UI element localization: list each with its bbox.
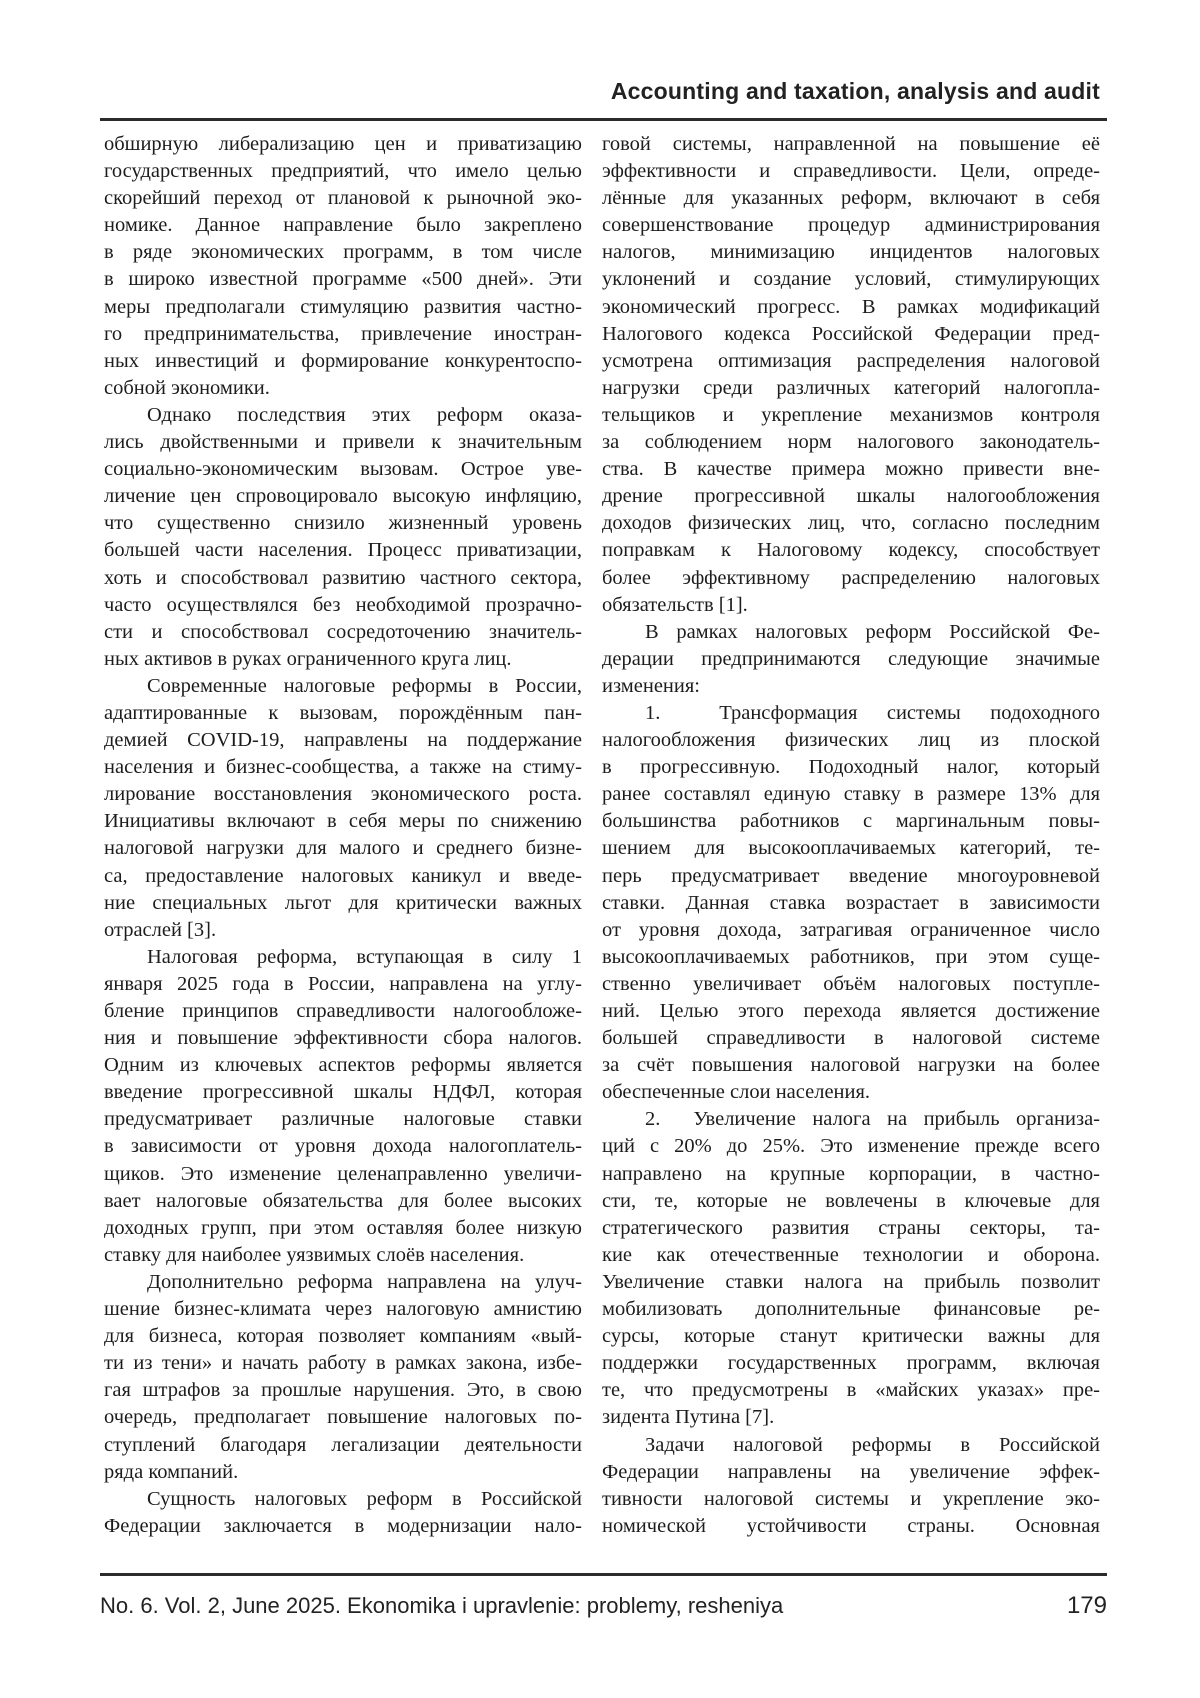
text-line: ранее составлял единую ставку в размере 13% для [602, 783, 1100, 806]
text-line: большей части населения. Процесс приватизации, [104, 539, 582, 562]
running-head-title: Accounting and taxation, analysis and audit [610, 78, 1100, 104]
text-line: зидента Путина [7]. [602, 1406, 775, 1429]
paragraph [602, 131, 1100, 619]
text-line: налогообложения физических лиц из плоской [602, 729, 1100, 752]
journal-citation: No. 6. Vol. 2, June 2025. Ekonomika i upravlenie: problemy, resheniya [100, 1593, 784, 1618]
text-line: ставку для наиболее уязвимых слоёв населения. [104, 1243, 525, 1266]
text-line: часто осуществлялся без необходимой прозрачно- [104, 593, 582, 616]
text-line: в прогрессивную. Подоходный налог, который [602, 756, 1100, 779]
text-line: ний. Целью этого перехода является достижение [602, 1000, 1100, 1022]
text-line: социально-экономическим вызовам. Острое уве- [104, 458, 582, 481]
text-line: поправкам к Налоговому кодексу, способствует [602, 539, 1100, 562]
text-line: Федерации направлены на увеличение эффек- [602, 1460, 1100, 1483]
text-line: ступлений благодаря легализации деятельности [104, 1433, 582, 1456]
text-line: большинства работников с маргинальным повы- [602, 810, 1100, 833]
text-line: дрение прогрессивной шкалы налогообложения [602, 485, 1100, 508]
text-line: государственных предприятий, что имело целью [104, 160, 582, 183]
text-line: бление принципов справедливости налогообложе- [104, 1000, 582, 1022]
text-line: Увеличение ставки налога на прибыль позволит [602, 1270, 1100, 1293]
text-line: шением для высокооплачиваемых категорий, те- [602, 837, 1100, 860]
text-line: что существенно снизило жизненный уровень [104, 512, 582, 535]
text-line: налогов, минимизацию инцидентов налоговых [602, 241, 1100, 264]
text-line: от уровня дохода, затрагивая ограниченное число [602, 918, 1100, 941]
text-line: в широко известной программе «500 дней». Эти [104, 268, 582, 291]
text-line: номической устойчивости страны. Основная [602, 1514, 1100, 1537]
text-line: в ряде экономических программ, в том числе [104, 241, 582, 264]
text-line: скорейший переход от плановой к рыночной эко- [104, 187, 582, 210]
paragraph [602, 1432, 1100, 1540]
text-line: изменения: [602, 674, 700, 697]
text-line: сурсы, которые станут критически важны для [602, 1325, 1100, 1348]
text-line: обеспеченные слои населения. [602, 1081, 871, 1104]
article-body [104, 131, 1100, 1540]
text-line: эффективности и справедливости. Цели, опреде- [602, 160, 1100, 183]
text-line: адаптированные к вызовам, порождённым пан- [104, 701, 582, 724]
text-line: введение прогрессивной шкалы НДФЛ, которая [104, 1081, 582, 1104]
paragraph [104, 673, 582, 944]
text-line: лённые для указанных реформ, включают в себя [602, 187, 1100, 210]
text-line: за соблюдением норм налогового законодатель- [602, 431, 1100, 454]
paragraph [104, 1486, 582, 1540]
text-line: экономический прогресс. В рамках модификаций [602, 295, 1100, 318]
text-line: меры предполагали стимуляцию развития частно- [104, 295, 582, 318]
text-line: Задачи налоговой реформы в Российской [645, 1433, 1100, 1456]
text-line: Налоговая реформа, вступающая в силу 1 [147, 945, 582, 968]
text-line: более эффективному распределению налоговых [602, 566, 1100, 589]
text-line: отраслей [3]. [104, 918, 217, 941]
text-line: населения и бизнес-сообщества, а также на стиму- [104, 756, 582, 779]
text-line: Дополнительно реформа направлена на улуч- [147, 1270, 582, 1293]
text-line: высокооплачиваемых работников, при этом суще- [602, 945, 1100, 968]
text-line: ций с 20% до 25%. Это изменение прежде всего [602, 1135, 1100, 1158]
text-line: налоговой нагрузки для малого и среднего бизне- [104, 837, 582, 860]
text-line: поддержки государственных программ, включая [602, 1352, 1100, 1375]
footer-rule [100, 1573, 1107, 1576]
text-line: говой системы, направленной на повышение её [602, 133, 1100, 155]
text-line: ния и повышение эффективности сбора налогов. [104, 1027, 582, 1050]
text-line: личение цен спровоцировало высокую инфляцию, [104, 485, 582, 508]
text-line: Инициативы включают в себя меры по снижению [104, 810, 582, 833]
text-line: обширную либерализацию цен и приватизацию [104, 133, 582, 155]
text-line: ственно увеличивает объём налоговых поступле- [602, 972, 1100, 995]
page-number: 179 [1066, 1592, 1107, 1619]
text-line: Однако последствия этих реформ оказа- [147, 403, 582, 426]
text-line: января 2025 года в России, направлена на углу- [104, 972, 582, 995]
text-line: большей справедливости в налоговой системе [602, 1027, 1100, 1050]
paragraph [602, 619, 1100, 700]
text-line: ти из тени» и начать работу в рамках закона, избе- [104, 1352, 582, 1375]
column-left [104, 131, 582, 1540]
text-line: Современные налоговые реформы в России, [147, 674, 582, 697]
text-line: очередь, предполагает повышение налоговых по- [104, 1406, 582, 1429]
text-line: ставки. Данная ставка возрастает в зависимости [602, 891, 1100, 914]
text-line: направлено на крупные корпорации, в частно- [602, 1162, 1100, 1185]
text-line: ряда компаний. [104, 1460, 239, 1483]
text-line: лирование восстановления экономического роста. [104, 783, 582, 806]
text-line: нагрузки среди различных категорий налогопла- [602, 376, 1100, 399]
text-line: Федерации заключается в модернизации нало- [104, 1514, 582, 1537]
text-line: ных активов в руках ограниченного круга лиц. [104, 647, 512, 670]
text-line: дерации предпринимаются следующие значимые [602, 647, 1100, 670]
text-line: усмотрена оптимизация распределения налоговой [602, 349, 1100, 372]
text-line: для бизнеса, которая позволяет компаниям «вый- [104, 1325, 582, 1348]
paragraph [104, 1269, 582, 1486]
text-line: 1. Трансформация системы подоходного [645, 701, 1100, 724]
text-line: 2. Увеличение налога на прибыль организа- [645, 1108, 1100, 1131]
paragraph [104, 944, 582, 1269]
paragraph [602, 1106, 1100, 1431]
text-line: совершенствование процедур администрирования [602, 214, 1100, 237]
paragraph [104, 402, 582, 673]
header-rule [100, 118, 1107, 121]
text-line: вает налоговые обязательства для более высоких [104, 1189, 582, 1212]
text-line: щиков. Это изменение целенаправленно увеличи- [104, 1162, 582, 1185]
text-line: доходных групп, при этом оставляя более низкую [104, 1216, 582, 1239]
text-line: те, что предусмотрены в «майских указах» пре- [602, 1379, 1100, 1402]
text-line: гая штрафов за прошлые нарушения. Это, в свою [104, 1379, 582, 1402]
text-line: Одним из ключевых аспектов реформы является [104, 1054, 582, 1077]
text-line: тивности налоговой системы и укрепление эко- [602, 1487, 1100, 1510]
text-line: номике. Данное направление было закреплено [104, 214, 582, 237]
text-line: демией COVID-19, направлены на поддержание [104, 729, 582, 752]
text-line: лись двойственными и привели к значительным [104, 431, 582, 454]
paragraph [104, 131, 582, 402]
text-line: сти и способствовал сосредоточению значитель- [104, 620, 582, 643]
text-line: Сущность налоговых реформ в Российской [147, 1487, 582, 1510]
column-right [602, 131, 1100, 1540]
text-line: собной экономики. [104, 376, 270, 399]
text-line: са, предоставление налоговых каникул и введе- [104, 864, 582, 887]
text-line: ства. В качестве примера можно привести вне- [602, 458, 1100, 481]
text-line: хоть и способствовал развитию частного сектора, [104, 566, 582, 589]
text-line: уклонений и создание условий, стимулирующих [602, 268, 1100, 291]
text-line: мобилизовать дополнительные финансовые ре- [602, 1298, 1100, 1321]
text-line: ных инвестиций и формирование конкурентоспо- [104, 349, 582, 372]
page-footer [100, 1592, 1107, 1620]
text-line: ние специальных льгот для критически важных [104, 891, 582, 914]
paragraph [602, 700, 1100, 1106]
text-line: тельщиков и укрепление механизмов контроля [602, 403, 1100, 426]
text-line: сти, те, которые не вовлечены в ключевые для [602, 1189, 1100, 1212]
text-line: доходов физических лиц, что, согласно последним [602, 512, 1100, 535]
text-line: обязательств [1]. [602, 593, 748, 616]
text-line: перь предусматривает введение многоуровневой [602, 864, 1100, 887]
text-line: за счёт повышения налоговой нагрузки на более [602, 1054, 1100, 1077]
text-line: кие как отечественные технологии и оборона. [602, 1243, 1100, 1266]
text-line: го предпринимательства, привлечение иностран- [104, 322, 582, 345]
text-line: предусматривает различные налоговые ставки [104, 1108, 582, 1131]
text-line: Налогового кодекса Российской Федерации пред- [602, 322, 1100, 345]
text-line: в зависимости от уровня дохода налогоплатель- [104, 1135, 582, 1158]
text-line: В рамках налоговых реформ Российской Фе- [645, 620, 1100, 643]
text-line: стратегического развития страны секторы, та- [602, 1216, 1100, 1239]
text-line: шение бизнес-климата через налоговую амнистию [104, 1298, 582, 1321]
